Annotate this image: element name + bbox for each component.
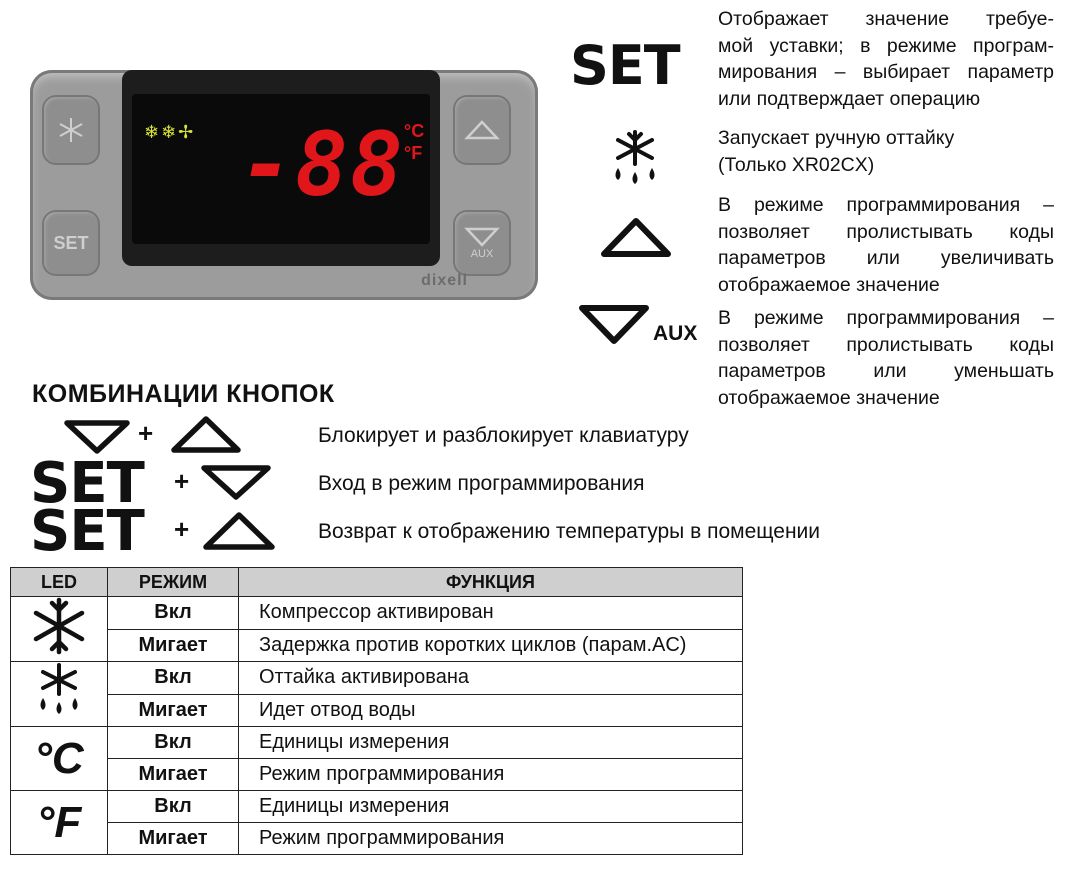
led-fahrenheit-cell: °F bbox=[11, 791, 108, 855]
down-arrow-icon bbox=[464, 226, 500, 248]
down-arrow-icon bbox=[198, 462, 274, 502]
fan-led-icon: ✢ bbox=[178, 122, 196, 142]
function-cell: Оттайка активирована bbox=[239, 662, 743, 695]
unit-indicators bbox=[404, 120, 424, 164]
down-desc-line: позволяет пролистывать коды bbox=[718, 333, 1054, 356]
up-desc-line: параметров или увеличивать bbox=[718, 247, 1054, 269]
plus-sign: + bbox=[138, 418, 154, 448]
aux-label: AUX bbox=[470, 248, 494, 260]
set-button[interactable] bbox=[42, 210, 100, 276]
set-desc-line: Отображает значение требуе- bbox=[718, 8, 1054, 30]
defrost-icon bbox=[30, 662, 88, 720]
mode-cell: Мигает bbox=[108, 629, 239, 662]
snowflake-icon bbox=[30, 597, 88, 655]
fahrenheit-indicator: °F bbox=[404, 143, 423, 163]
set-desc-line: мой уставки; в режиме програм- bbox=[718, 34, 1054, 57]
table-row bbox=[11, 823, 743, 855]
celsius-indicator: °C bbox=[404, 121, 425, 141]
set-desc-line: мирования – выбирает параметр bbox=[718, 61, 1054, 83]
table-row bbox=[11, 759, 743, 791]
mode-cell: Вкл bbox=[108, 662, 239, 695]
temperature-readout: -88 bbox=[240, 113, 405, 216]
header-mode: РЕЖИМ bbox=[108, 568, 239, 597]
plus-sign: + bbox=[174, 514, 190, 544]
set-symbol: SET bbox=[570, 34, 680, 97]
mode-cell: Вкл bbox=[108, 727, 239, 759]
down-desc-line: отображаемое значение bbox=[718, 386, 940, 409]
display-bezel bbox=[122, 70, 440, 266]
table-row bbox=[11, 727, 743, 759]
table-row bbox=[11, 597, 743, 630]
header-led: LED bbox=[11, 568, 108, 597]
table-header-row bbox=[11, 568, 743, 597]
table-row bbox=[11, 694, 743, 727]
set-symbol: SET bbox=[30, 499, 144, 564]
down-desc-line: В режиме программирования – bbox=[718, 307, 1054, 329]
down-description bbox=[718, 305, 1054, 411]
aux-label: AUX bbox=[653, 322, 698, 345]
set-symbol: SET bbox=[30, 451, 144, 516]
mode-cell: Вкл bbox=[108, 791, 239, 823]
led-compressor-cell bbox=[11, 597, 108, 662]
up-arrow-icon bbox=[200, 510, 278, 552]
up-arrow-icon bbox=[168, 414, 244, 456]
up-desc-line: В режиме программирования – bbox=[718, 194, 1054, 216]
defrost-button[interactable] bbox=[42, 95, 100, 165]
function-cell: Режим программирования bbox=[239, 823, 743, 855]
defrost-icon bbox=[604, 128, 666, 190]
function-cell: Компрессор активирован bbox=[239, 597, 743, 630]
combinations-title: КОМБИНАЦИИ КНОПОК bbox=[32, 380, 335, 408]
mode-cell: Мигает bbox=[108, 694, 239, 727]
snowflake-led-icon: ❄❄ bbox=[144, 122, 179, 142]
mode-cell: Мигает bbox=[108, 759, 239, 791]
combo-description: Вход в режим программирования bbox=[318, 472, 645, 495]
table-row bbox=[11, 662, 743, 695]
snowflake-icon bbox=[56, 115, 86, 145]
status-leds bbox=[144, 122, 195, 143]
led-table bbox=[10, 567, 743, 855]
up-arrow-icon bbox=[598, 216, 674, 260]
down-desc-line: параметров или уменьшать bbox=[718, 360, 1054, 382]
combo-description: Блокирует и разблокирует клавиатуру bbox=[318, 424, 689, 447]
down-aux-button[interactable] bbox=[453, 210, 511, 276]
controller-panel bbox=[30, 70, 538, 300]
up-arrow-icon bbox=[464, 118, 500, 142]
set-button-label: SET bbox=[53, 232, 89, 253]
down-arrow-icon bbox=[576, 302, 652, 346]
led-defrost-cell bbox=[11, 662, 108, 727]
function-cell: Единицы измерения bbox=[239, 791, 743, 823]
up-desc-line: отображаемое значение bbox=[718, 273, 940, 296]
brand-logo: dixell bbox=[421, 272, 468, 289]
plus-sign: + bbox=[174, 466, 190, 496]
function-cell: Режим программирования bbox=[239, 759, 743, 791]
combo-description: Возврат к отображению температуры в помещении bbox=[318, 520, 821, 543]
defrost-desc-line: (Только XR02CX) bbox=[718, 153, 875, 176]
mode-cell: Вкл bbox=[108, 597, 239, 630]
header-function: ФУНКЦИЯ bbox=[239, 568, 743, 597]
lcd-display bbox=[132, 94, 430, 244]
up-desc-line: позволяет пролистывать коды bbox=[718, 220, 1054, 243]
set-description bbox=[718, 6, 1054, 112]
function-cell: Идет отвод воды bbox=[239, 694, 743, 727]
up-description bbox=[718, 192, 1054, 298]
set-desc-line: или подтверждает операцию bbox=[718, 87, 981, 110]
defrost-desc-line: Запускает ручную оттайку bbox=[718, 127, 955, 149]
function-cell: Единицы измерения bbox=[239, 727, 743, 759]
function-cell: Задержка против коротких циклов (парам.AC) bbox=[239, 629, 743, 662]
led-celsius-cell: °C bbox=[11, 727, 108, 791]
mode-cell: Мигает bbox=[108, 823, 239, 855]
defrost-description bbox=[718, 125, 1054, 178]
up-button[interactable] bbox=[453, 95, 511, 165]
table-row bbox=[11, 629, 743, 662]
table-row bbox=[11, 791, 743, 823]
